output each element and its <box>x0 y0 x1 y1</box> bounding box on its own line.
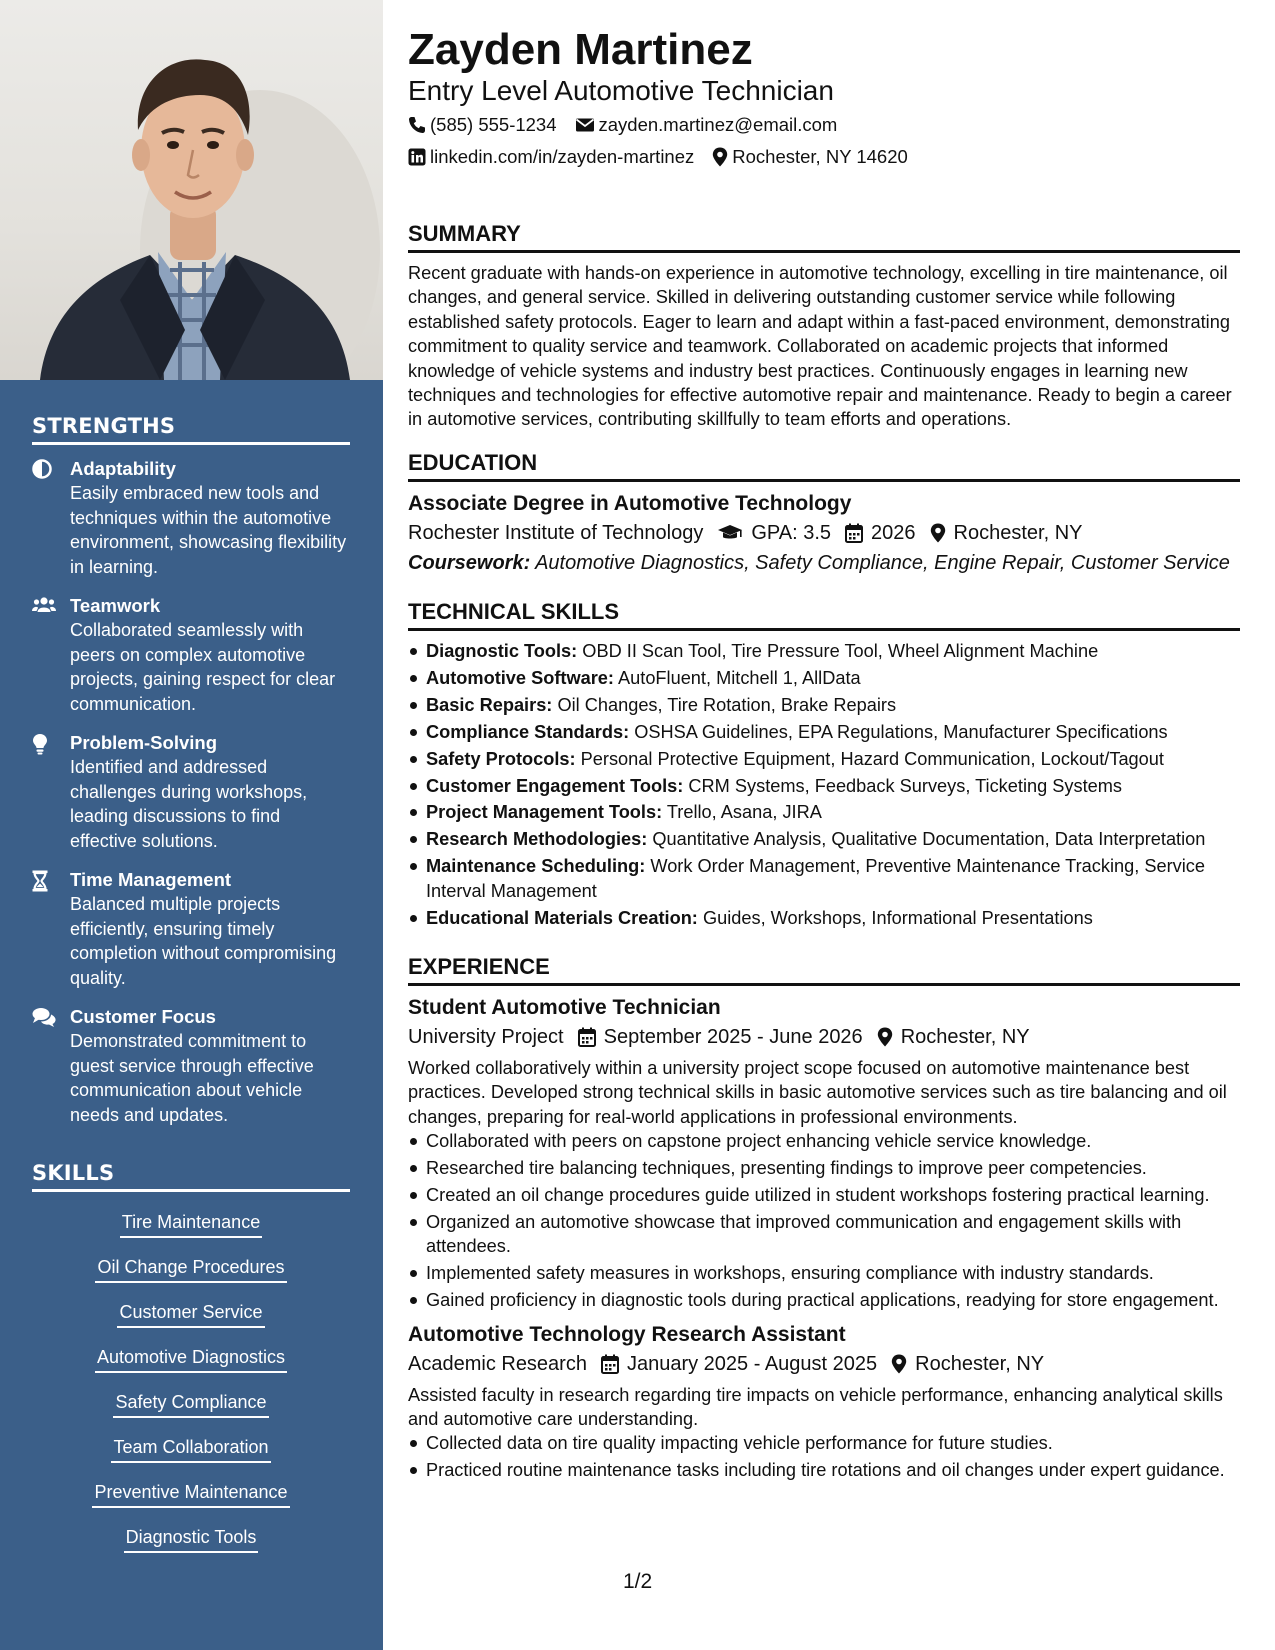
list-item: Created an oil change procedures guide utilized in student workshops fostering practical learning. <box>408 1183 1240 1207</box>
lightbulb-icon <box>32 731 70 853</box>
section-heading: EXPERIENCE <box>408 953 1240 986</box>
contact-phone[interactable]: (585) 555-1234 <box>408 113 557 137</box>
strength-title: Customer Focus <box>70 1006 216 1027</box>
strength-title: Problem-Solving <box>70 732 217 753</box>
degree-title: Associate Degree in Automotive Technology <box>408 492 852 515</box>
list-item: Practiced routine maintenance tasks including tire rotations and oil changes under expert guidance. <box>408 1458 1240 1482</box>
list-item: Researched tire balancing techniques, presenting findings to improve peer competencies. <box>408 1156 1240 1180</box>
skill-item: Diagnostic Tools <box>32 1525 350 1553</box>
job-title: Entry Level Automotive Technician <box>408 75 834 106</box>
job-meta <box>408 1022 1240 1052</box>
job-location: Rochester, NY <box>900 1026 1030 1048</box>
list-item: Collaborated with peers on capstone project enhancing vehicle service knowledge. <box>408 1129 1240 1153</box>
strength-item <box>32 1005 350 1127</box>
job-bullets <box>408 1431 1240 1482</box>
skill-item: Oil Change Procedures <box>32 1255 350 1283</box>
job-location: Rochester, NY <box>915 1352 1045 1375</box>
candidate-name: Zayden Martinez <box>408 25 753 74</box>
skills-section <box>32 1161 350 1570</box>
job-bullets <box>408 1129 1240 1312</box>
comments-icon <box>32 1005 70 1127</box>
job-org: Academic Research <box>408 1352 587 1375</box>
strength-item <box>32 731 350 853</box>
job-description: Worked collaboratively within a university project scope focused on automotive maintenance best practices. Developed strong technical skills in basic automotive services such as tire balancing and oil changes, preparing for real-world applications in professional environments. <box>408 1058 1227 1127</box>
school-name: Rochester Institute of Technology <box>408 522 704 544</box>
calendar-icon <box>601 1354 619 1374</box>
graduation-year: 2026 <box>871 522 916 544</box>
strength-item <box>32 594 350 716</box>
technical-skills-list <box>408 639 1240 930</box>
list-item: Maintenance Scheduling: Work Order Management, Preventive Maintenance Tracking, Service Interval Management <box>408 854 1240 903</box>
list-item: Research Methodologies: Quantitative Analysis, Qualitative Documentation, Data Interpretation <box>408 827 1240 851</box>
education-location: Rochester, NY <box>953 522 1083 544</box>
coursework: Coursework: Automotive Diagnostics, Safety Compliance, Engine Repair, Customer Service <box>408 552 1230 574</box>
strength-desc: Easily embraced new tools and techniques within the automotive environment, showcasing flexibility in learning. <box>70 483 347 577</box>
list-item: Basic Repairs: Oil Changes, Tire Rotation, Brake Repairs <box>408 693 1240 717</box>
users-icon <box>32 594 70 716</box>
list-item: Customer Engagement Tools: CRM Systems, Feedback Surveys, Ticketing Systems <box>408 774 1240 798</box>
job-title: Student Automotive Technician <box>408 996 721 1019</box>
summary-section <box>408 220 1240 432</box>
strength-desc: Demonstrated commitment to guest service through effective communication about vehicle needs and updates. <box>70 1031 314 1125</box>
skills-heading: SKILLS <box>32 1161 350 1192</box>
linkedin-icon <box>408 148 426 166</box>
map-marker-icon <box>930 523 946 543</box>
envelope-icon <box>575 117 595 133</box>
job-description: Assisted faculty in research regarding tire impacts on vehicle performance, enhancing analytical skills and automotive care understanding. <box>408 1384 1223 1429</box>
list-item: Educational Materials Creation: Guides, Workshops, Informational Presentations <box>408 906 1240 930</box>
profile-photo <box>0 0 383 380</box>
job-dates: January 2025 - August 2025 <box>626 1352 878 1375</box>
education-meta <box>408 518 1240 548</box>
map-marker-icon <box>877 1027 893 1047</box>
job-entry <box>408 994 1240 1313</box>
phone-icon <box>408 116 426 134</box>
skill-item: Customer Service <box>32 1300 350 1328</box>
skill-item: Preventive Maintenance <box>32 1480 350 1508</box>
hourglass-icon <box>32 868 70 990</box>
map-marker-icon <box>891 1354 907 1374</box>
skill-item: Team Collaboration <box>32 1435 350 1463</box>
list-item: Compliance Standards: OSHSA Guidelines, EPA Regulations, Manufacturer Specifications <box>408 720 1240 744</box>
gpa: GPA: 3.5 <box>751 522 832 544</box>
strength-title: Adaptability <box>70 458 176 479</box>
skills-list <box>32 1210 350 1553</box>
job-entry <box>408 1321 1240 1483</box>
contact-row <box>408 145 926 169</box>
section-heading: TECHNICAL SKILLS <box>408 598 1240 631</box>
strengths-section <box>32 414 350 1142</box>
half-circle-icon <box>32 457 70 579</box>
strength-desc: Balanced multiple projects efficiently, ensuring timely completion without compromising quality. <box>70 894 337 988</box>
contact-location: Rochester, NY 14620 <box>712 145 908 169</box>
summary-text: Recent graduate with hands-on experience in automotive technology, excelling in tire maintenance, oil changes, and general service. Skilled in delivering outstanding customer service while following established safety protocols. Eager to learn and adapt within a fast-paced environment, demonstrating commitment to quality service and teamwork. Collaborated on academic projects that informed knowledge of vehicle systems and industry best practices. Continuously engages in learning new techniques and technologies for effective automotive repair and maintenance. Ready to begin a career in automotive services, contributing skillfully to team efforts and operations. <box>408 263 1232 430</box>
skill-item: Safety Compliance <box>32 1390 350 1418</box>
job-org: University Project <box>408 1026 564 1048</box>
contact-row <box>408 113 855 137</box>
sidebar <box>0 0 383 1650</box>
skill-item: Tire Maintenance <box>32 1210 350 1238</box>
section-heading: EDUCATION <box>408 449 1240 482</box>
strength-title: Time Management <box>70 869 232 890</box>
contact-linkedin[interactable]: linkedin.com/in/zayden-martinez <box>408 145 694 169</box>
list-item: Collected data on tire quality impacting vehicle performance for future studies. <box>408 1431 1240 1455</box>
page-number: 1/2 <box>623 1570 653 1593</box>
experience-section <box>408 953 1240 1485</box>
strength-desc: Collaborated seamlessly with peers on complex automotive projects, gaining respect for clear communication. <box>70 620 336 714</box>
job-meta <box>408 1349 1240 1379</box>
strength-desc: Identified and addressed challenges during workshops, leading discussions to find effective solutions. <box>70 757 308 851</box>
strength-item <box>32 457 350 579</box>
calendar-icon <box>845 523 863 543</box>
calendar-icon <box>578 1027 596 1047</box>
list-item: Diagnostic Tools: OBD II Scan Tool, Tire Pressure Tool, Wheel Alignment Machine <box>408 639 1240 663</box>
list-item: Organized an automotive showcase that improved communication and engagement skills with attendees. <box>408 1210 1240 1259</box>
map-marker-icon <box>712 147 728 167</box>
list-item: Project Management Tools: Trello, Asana, JIRA <box>408 800 1240 824</box>
list-item: Automotive Software: AutoFluent, Mitchell 1, AllData <box>408 666 1240 690</box>
strength-item <box>32 868 350 990</box>
list-item: Gained proficiency in diagnostic tools during practical applications, readying for store engagement. <box>408 1288 1240 1312</box>
strengths-heading: STRENGTHS <box>32 414 350 445</box>
job-dates: September 2025 - June 2026 <box>603 1026 863 1048</box>
education-section <box>408 449 1240 578</box>
strength-title: Teamwork <box>70 595 161 616</box>
list-item: Safety Protocols: Personal Protective Equipment, Hazard Communication, Lockout/Tagout <box>408 747 1240 771</box>
technical-skills-section <box>408 598 1240 932</box>
graduation-cap-icon <box>717 524 743 542</box>
contact-email[interactable]: zayden.martinez@email.com <box>575 113 838 137</box>
list-item: Implemented safety measures in workshops, ensuring compliance with industry standards. <box>408 1261 1240 1285</box>
section-heading: SUMMARY <box>408 220 1240 253</box>
skill-item: Automotive Diagnostics <box>32 1345 350 1373</box>
job-title: Automotive Technology Research Assistant <box>408 1322 846 1346</box>
